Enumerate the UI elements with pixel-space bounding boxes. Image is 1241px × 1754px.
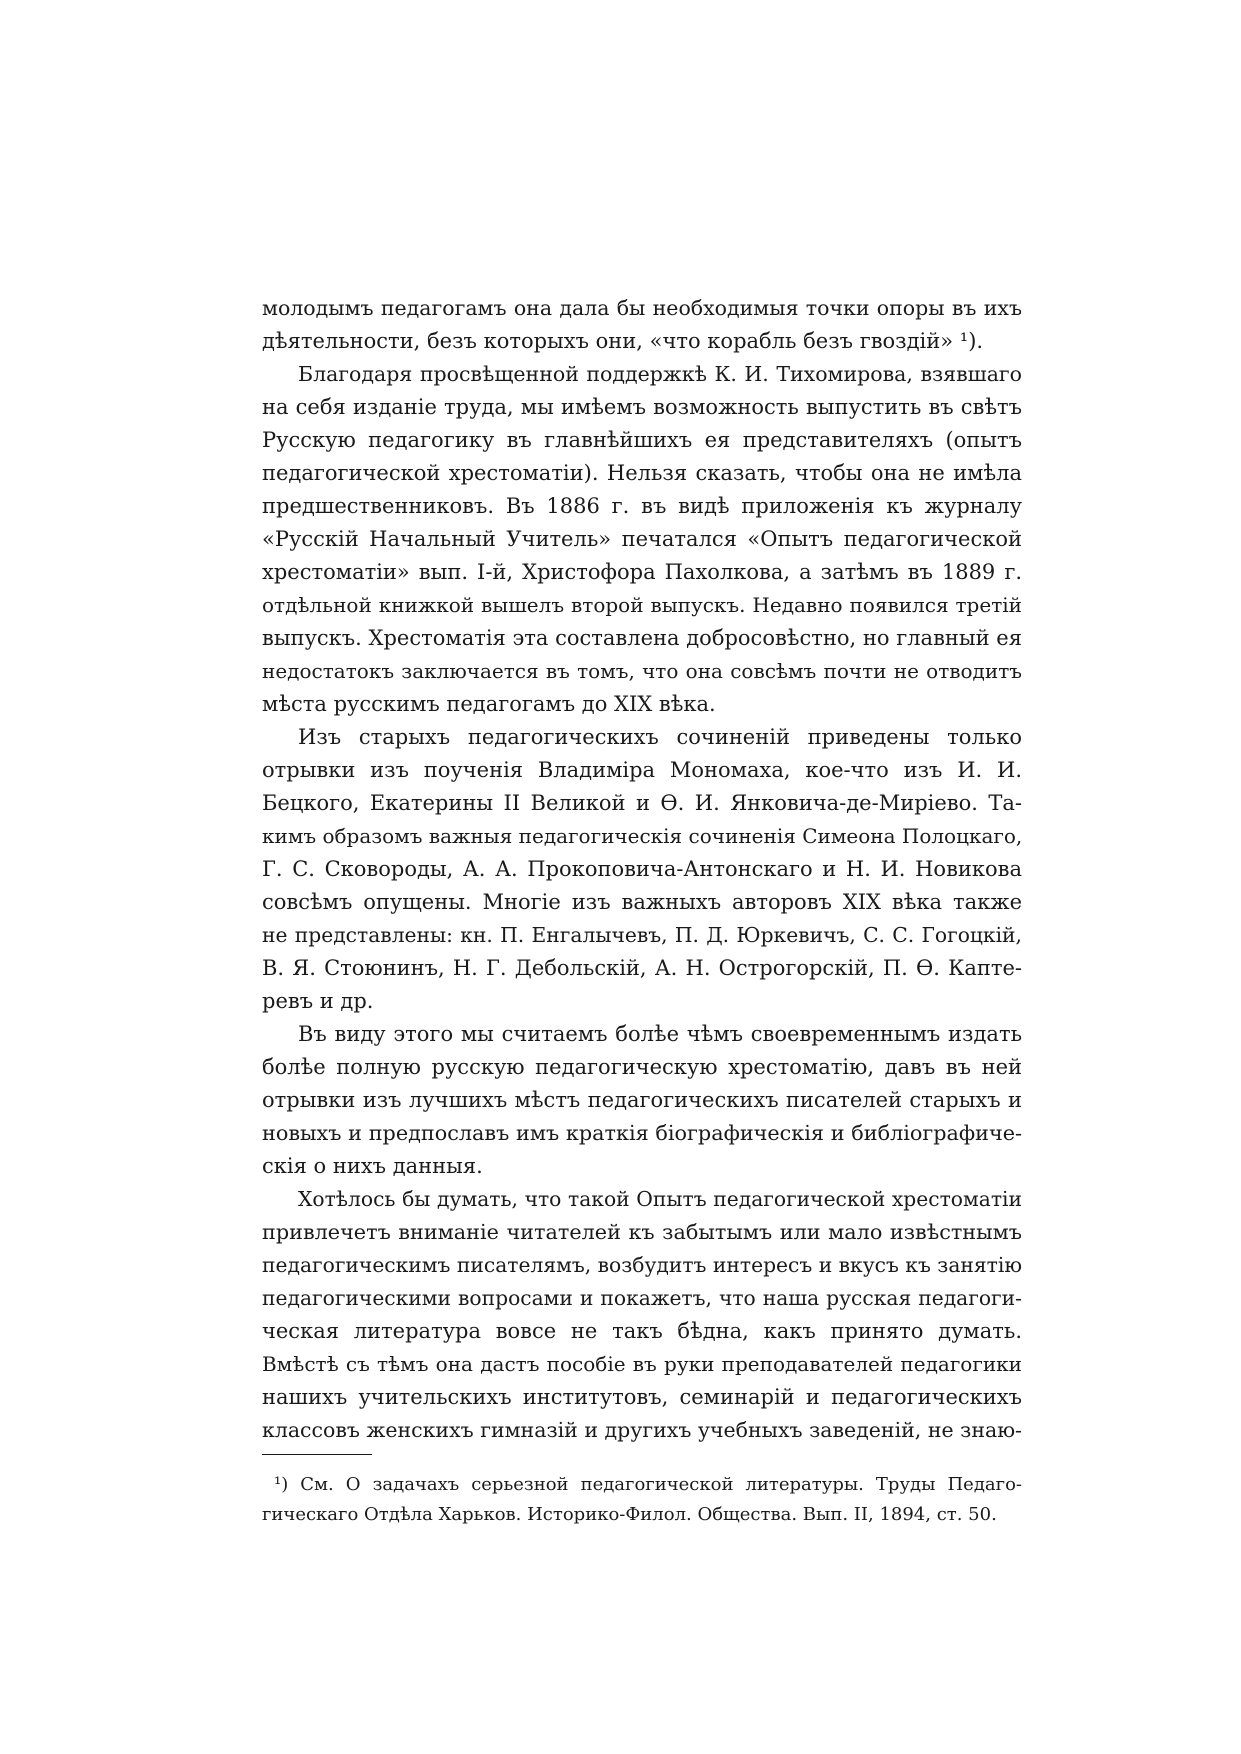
- text-line: Благодаря просвѣщенной поддержкѣ К. И. Тихомирова, взявшаго: [298, 362, 1022, 386]
- text-line: на себя изданіе труда, мы имѣемъ возможность выпустить въ свѣтъ: [262, 395, 1022, 419]
- footnote-line: ¹) См. О задачахъ серьезной педагогической литературы. Труды Педаго-: [274, 1474, 1022, 1495]
- text-line: педагогическими вопросами и покажетъ, что наша русская педагоги-: [262, 1286, 1022, 1310]
- text-line: Изъ старыхъ педагогическихъ сочиненій приведены только: [298, 725, 1022, 749]
- footnote-line: гическаго Отдѣла Харьков. Историко-Филол. Общества. Вып. II, 1894, ст. 50.: [262, 1504, 997, 1525]
- body-text: [262, 292, 1022, 1447]
- text-line: отрывки изъ поученія Владиміра Мономаха, кое-что изъ И. И.: [262, 758, 1022, 782]
- text-line: ревъ и др.: [262, 989, 374, 1013]
- text-line: Г. С. Сковороды, А. А. Прокоповича-Антонскаго и Н. И. Новикова: [262, 857, 1022, 881]
- text-line: привлечетъ вниманіе читателей къ забытымъ или мало извѣстнымъ: [262, 1220, 1022, 1244]
- text-line: скія о нихъ данныя.: [262, 1154, 483, 1178]
- text-line: Хотѣлось бы думать, что такой Опытъ педагогической хрестоматіи: [298, 1187, 1022, 1211]
- text-line: Вмѣстѣ съ тѣмъ она дастъ пособіе въ руки преподавателей педагогики: [262, 1352, 1022, 1376]
- text-line: классовъ женскихъ гимназій и другихъ учебныхъ заведеній, не знаю-: [262, 1418, 1022, 1442]
- text-line: нашихъ учительскихъ институтовъ, семинарій и педагогическихъ: [262, 1385, 1022, 1409]
- text-line: мѣста русскимъ педагогамъ до XIX вѣка.: [262, 692, 716, 716]
- text-line: Русскую педагогику въ главнѣйшихъ ея представителяхъ (опытъ: [262, 428, 1022, 452]
- text-line: кимъ образомъ важныя педагогическія сочиненія Симеона Полоцкаго,: [262, 824, 1023, 848]
- footnote-divider: [262, 1454, 372, 1455]
- text-line: молодымъ педагогамъ она дала бы необходимыя точки опоры въ ихъ: [262, 296, 1022, 320]
- text-line: болѣе полную русскую педагогическую хрестоматію, давъ въ ней: [262, 1055, 1022, 1079]
- text-line: хрестоматіи» вып. I-й, Христофора Пахолкова, а затѣмъ въ 1889 г.: [262, 560, 1022, 584]
- text-line: отдѣльной книжкой вышелъ второй выпускъ. Недавно появился третій: [262, 593, 1022, 617]
- text-line: «Русскій Начальный Учитель» печатался «Опытъ педагогической: [262, 527, 1022, 551]
- text-line: В. Я. Стоюнинъ, Н. Г. Дебольскій, А. Н. Острогорскій, П. Ѳ. Каптe-: [262, 956, 1022, 980]
- text-line: ческая литература вовсе не такъ бѣдна, какъ принято думать.: [262, 1319, 1022, 1343]
- text-line: отрывки изъ лучшихъ мѣстъ педагогическихъ писателей старыхъ и: [262, 1088, 1022, 1112]
- text-line: новыхъ и предпославъ имъ краткія біографическія и библіографиче-: [262, 1121, 1022, 1145]
- text-line: выпускъ. Хрестоматія эта составлена добросовѣстно, но главный ея: [262, 626, 1022, 650]
- text-line: педагогической хрестоматіи). Нельзя сказать, чтобы она не имѣла: [262, 461, 1022, 485]
- text-line: педагогическимъ писателямъ, возбудитъ интересъ и вкусъ къ занятію: [262, 1253, 1022, 1277]
- text-line: дѣятельности, безъ которыхъ они, «что корабль безъ гвоздій» ¹).: [262, 329, 984, 353]
- footnote: [262, 1470, 1022, 1530]
- text-line: предшественниковъ. Въ 1886 г. въ видѣ приложенія къ журналу: [262, 494, 1022, 518]
- text-line: совсѣмъ опущены. Многіе изъ важныхъ авторовъ XIX вѣка также: [262, 890, 1022, 914]
- text-line: Въ виду этого мы считаемъ болѣе чѣмъ своевременнымъ издать: [298, 1022, 1022, 1046]
- text-line: недостатокъ заключается въ томъ, что она совсѣмъ почти не отводитъ: [262, 659, 1022, 683]
- text-line: Бецкого, Екатерины II Великой и Ѳ. И. Янковича-де-Миріево. Та-: [262, 791, 1022, 815]
- text-line: не представлены: кн. П. Енгалычевъ, П. Д. Юркевичъ, С. С. Гогоцкій,: [262, 923, 1022, 947]
